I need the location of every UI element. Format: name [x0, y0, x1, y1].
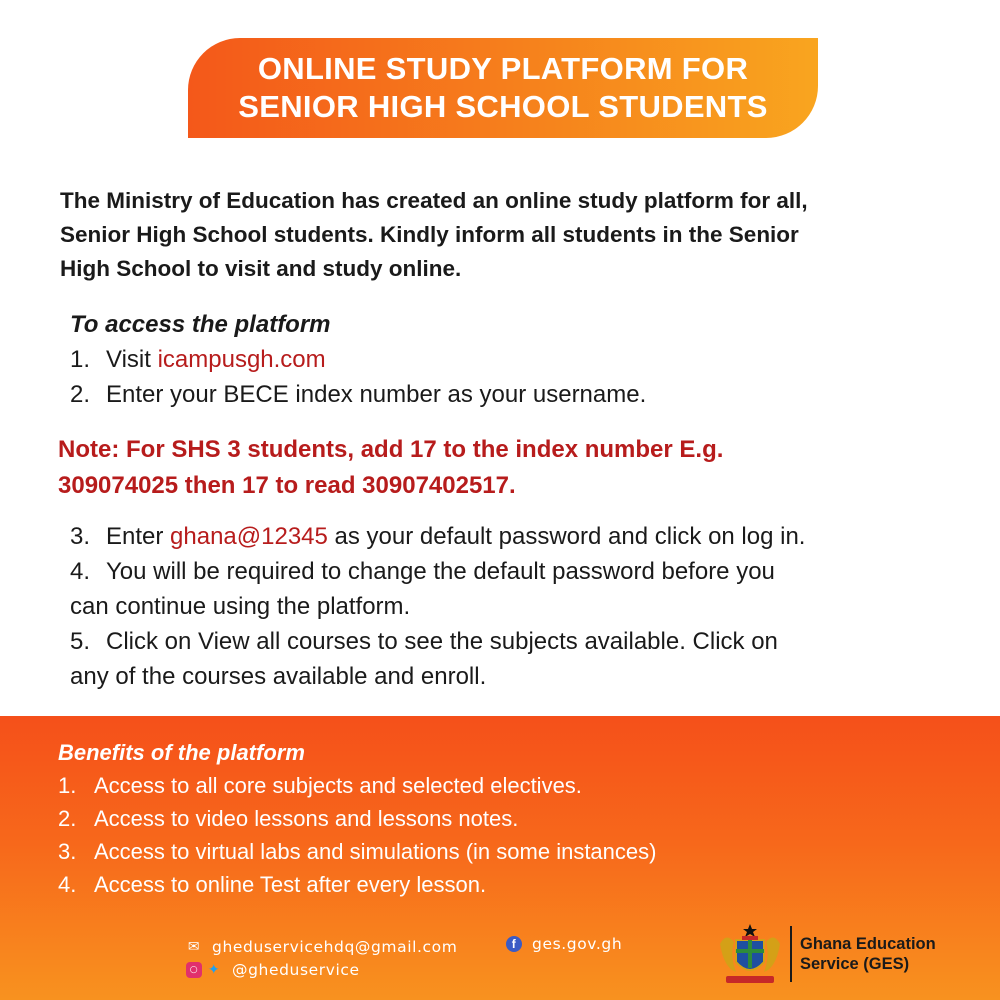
step-3-suffix: as your default password and click on log in. [327, 523, 806, 550]
step-5-continued: any of the courses available and enroll. [70, 663, 487, 690]
step-number: 2. [70, 381, 91, 408]
platform-link[interactable]: icampusgh.com [157, 346, 326, 373]
logo-text [800, 934, 936, 974]
logo-line-2: Service (GES) [800, 955, 910, 973]
ghana-coat-of-arms-icon [716, 922, 784, 986]
note-text [58, 432, 958, 504]
step-number: 1. [70, 346, 91, 373]
step-4 [70, 554, 960, 589]
note-line: Note: For SHS 3 students, add 17 to the index number E.g. [58, 436, 724, 463]
logo-line-1: Ghana Education [800, 935, 936, 953]
step-5-line-1: Click on View all courses to see the subjects available. Click on [106, 628, 778, 655]
benefit-number: 3. [58, 839, 77, 864]
benefit-number: 4. [58, 872, 77, 897]
instagram-icon: ○ [186, 962, 202, 978]
benefit-item [58, 868, 938, 901]
benefit-item [58, 835, 938, 868]
benefit-text: Access to online Test after every lesson. [94, 872, 487, 897]
title-line-1: ONLINE STUDY PLATFORM FOR [257, 51, 749, 86]
benefit-text: Access to virtual labs and simulations (in some instances) [94, 839, 657, 864]
website-contact[interactable] [506, 935, 622, 953]
email-contact[interactable] [186, 938, 457, 956]
facebook-icon: f [506, 936, 522, 952]
step-2-text: Enter your BECE index number as your username. [106, 381, 647, 408]
access-section [70, 307, 970, 412]
ges-logo [716, 922, 936, 986]
default-password: ghana@12345 [170, 523, 328, 550]
intro-line: The Ministry of Education has created an online study platform for all, [60, 188, 808, 213]
step-1-prefix: Visit [106, 346, 158, 373]
benefit-number: 2. [58, 806, 77, 831]
email-text: gheduservicehdq@gmail.com [212, 938, 458, 956]
note-line: 309074025 then 17 to read 30907402517. [58, 472, 516, 499]
step-number: 5. [70, 628, 91, 655]
benefit-text: Access to video lessons and lessons notes. [94, 806, 519, 831]
step-5 [70, 624, 960, 659]
benefit-number: 1. [58, 773, 77, 798]
title-banner [188, 38, 818, 138]
mail-icon: ✉ [187, 939, 201, 955]
step-4-continued: can continue using the platform. [70, 593, 411, 620]
intro-line: Senior High School students. Kindly inform all students in the Senior [60, 222, 799, 247]
access-step-1 [70, 342, 970, 377]
logo-divider [790, 926, 792, 982]
benefits-section [58, 736, 938, 901]
benefit-text: Access to all core subjects and selected electives. [94, 773, 582, 798]
step-4-line-1: You will be required to change the default password before you [106, 558, 775, 585]
intro-line: High School to visit and study online. [60, 256, 462, 281]
benefits-heading: Benefits of the platform [58, 740, 305, 765]
access-step-2 [70, 377, 970, 412]
step-number: 3. [70, 523, 91, 550]
website-text: ges.gov.gh [532, 935, 623, 953]
intro-paragraph [60, 184, 940, 286]
step-3 [70, 519, 960, 554]
title-line-2: SENIOR HIGH SCHOOL STUDENTS [238, 89, 768, 124]
access-heading: To access the platform [70, 311, 331, 338]
twitter-icon: ✦ [207, 962, 221, 978]
benefit-item [58, 769, 938, 802]
step-3-prefix: Enter [106, 523, 171, 550]
steps-list [70, 519, 960, 694]
step-number: 4. [70, 558, 91, 585]
social-contact[interactable] [186, 961, 360, 979]
benefit-item [58, 802, 938, 835]
social-handle: @gheduservice [232, 961, 360, 979]
